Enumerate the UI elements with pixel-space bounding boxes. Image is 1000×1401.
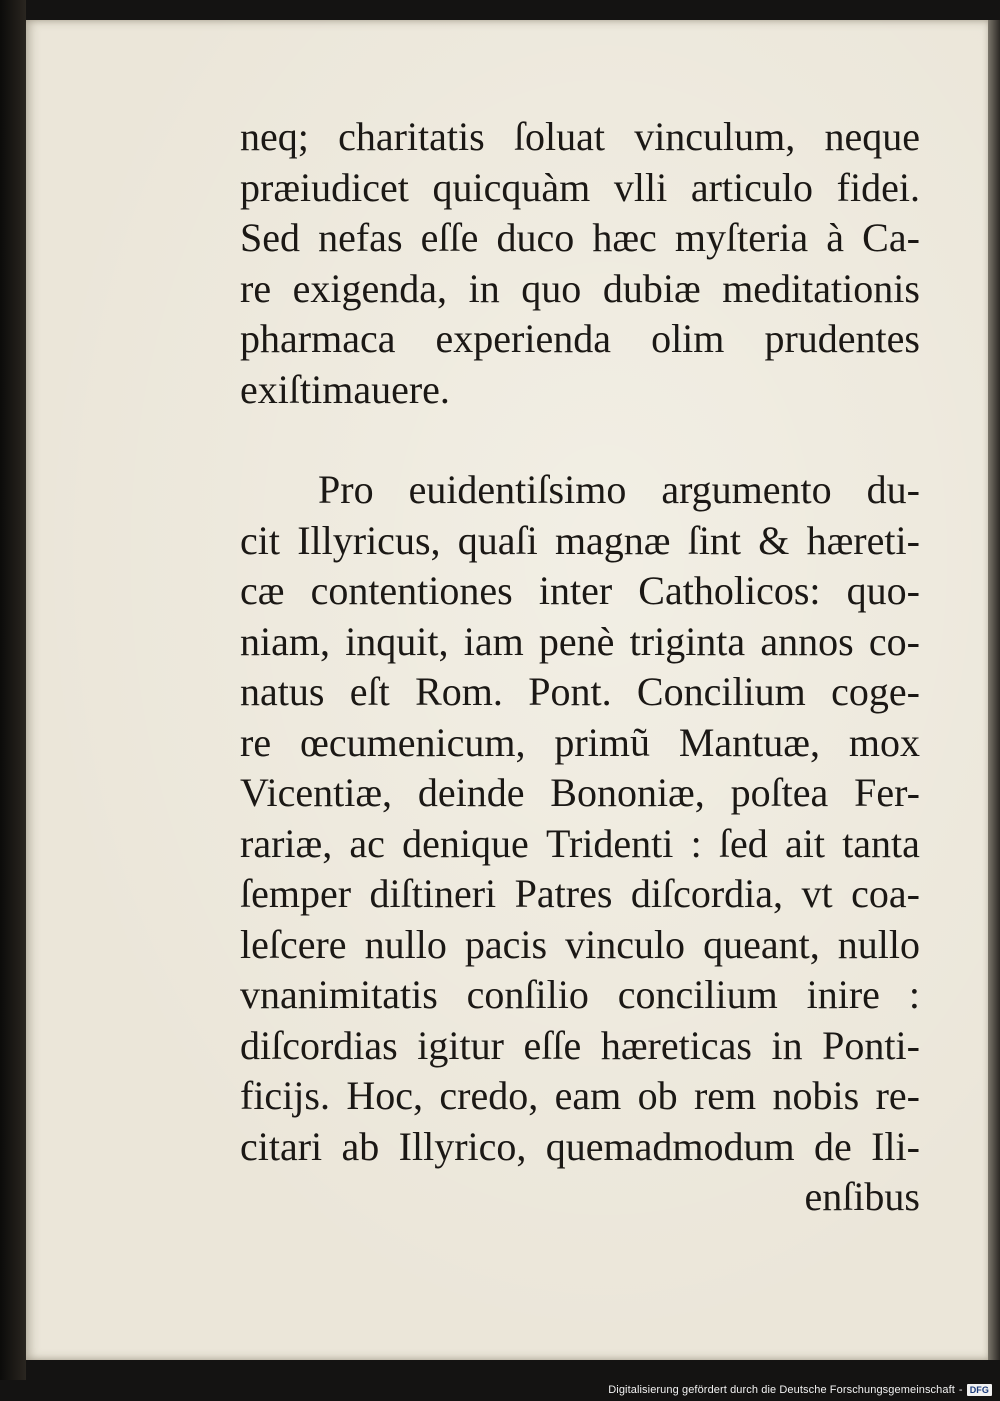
word: magnæ bbox=[554, 517, 671, 563]
word: eſt bbox=[349, 669, 390, 714]
word: præiudicet bbox=[240, 164, 409, 210]
word: hæreti- bbox=[806, 517, 920, 563]
text-line bbox=[240, 516, 920, 567]
word: inter bbox=[538, 568, 613, 613]
word: rem bbox=[693, 1073, 757, 1118]
catchword: enſibus bbox=[804, 1174, 920, 1219]
word: & bbox=[758, 517, 790, 563]
word: diſcordias bbox=[240, 1022, 398, 1068]
word: annos bbox=[760, 618, 854, 664]
word: vinculo bbox=[565, 921, 686, 967]
word: eam bbox=[554, 1073, 622, 1118]
word: Ca- bbox=[862, 215, 920, 260]
word: neque bbox=[824, 114, 920, 159]
word: œcumenicum, bbox=[299, 719, 526, 765]
word: quicquàm bbox=[432, 164, 591, 210]
page-text bbox=[240, 112, 920, 1223]
page-stack-edge bbox=[988, 20, 1000, 1360]
word: diſtineri bbox=[369, 871, 497, 916]
word: vinculum, bbox=[634, 114, 796, 159]
word: quaſi bbox=[457, 517, 538, 563]
word: eſſe bbox=[523, 1022, 582, 1068]
word: vlli bbox=[613, 164, 668, 210]
word: Vicentiæ, bbox=[240, 770, 393, 815]
digitization-footer bbox=[608, 1382, 992, 1398]
text-line bbox=[240, 163, 920, 214]
text-line bbox=[240, 365, 920, 416]
word: re- bbox=[875, 1073, 920, 1118]
text-line bbox=[240, 819, 920, 870]
word: ficijs. bbox=[240, 1073, 330, 1118]
word: du- bbox=[866, 467, 920, 512]
word: eſſe bbox=[420, 215, 479, 260]
text-line bbox=[240, 566, 920, 617]
word: igitur bbox=[417, 1022, 504, 1068]
word: : bbox=[908, 972, 920, 1017]
text-line bbox=[240, 768, 920, 819]
word: coge- bbox=[831, 669, 920, 714]
word: primũ bbox=[554, 719, 650, 765]
word: Bononiæ, bbox=[550, 770, 705, 815]
word: ſoluat bbox=[513, 114, 605, 159]
word: contentiones bbox=[310, 568, 513, 613]
word: quo- bbox=[846, 568, 920, 613]
text-line bbox=[240, 920, 920, 971]
word: ac bbox=[349, 820, 385, 866]
word: cit bbox=[240, 517, 280, 563]
word: ſemper bbox=[240, 871, 352, 916]
footer-credit-text: Digitalisierung gefördert durch die Deutsche Forschungsgemeinschaft bbox=[608, 1384, 955, 1396]
word: inire bbox=[806, 972, 880, 1017]
text-line bbox=[240, 718, 920, 769]
paragraph-2 bbox=[240, 465, 920, 1172]
word: in bbox=[771, 1022, 803, 1068]
word: Mantuæ, bbox=[678, 719, 820, 765]
word: ſed bbox=[718, 820, 768, 866]
text-line bbox=[240, 465, 920, 516]
word: re bbox=[240, 719, 272, 765]
word: tanta bbox=[842, 820, 920, 866]
word: niam, bbox=[240, 618, 330, 664]
word: queant, bbox=[703, 921, 820, 967]
word: inquit, bbox=[345, 618, 449, 664]
word: co- bbox=[868, 618, 920, 664]
word: ab bbox=[341, 1123, 380, 1169]
word: conſilio bbox=[466, 972, 589, 1017]
word: Rom. bbox=[415, 669, 503, 714]
word: meditationis bbox=[722, 265, 920, 311]
word: ob bbox=[637, 1073, 678, 1118]
word: ſint bbox=[687, 517, 742, 563]
paragraph-1 bbox=[240, 112, 920, 415]
word: vnanimitatis bbox=[240, 972, 438, 1017]
word: diſcordia, bbox=[630, 871, 784, 916]
word: : bbox=[690, 820, 702, 866]
paragraph-gap bbox=[240, 415, 920, 465]
word: quo bbox=[521, 265, 582, 311]
word: experienda bbox=[435, 316, 611, 361]
word: mox bbox=[848, 719, 920, 765]
text-line bbox=[240, 213, 920, 264]
word: à bbox=[826, 215, 845, 260]
dfg-logo: DFG bbox=[967, 1384, 992, 1396]
word: duco bbox=[496, 215, 575, 260]
word: Ponti- bbox=[822, 1022, 920, 1068]
word: poſtea bbox=[730, 770, 829, 815]
catchword-line bbox=[240, 1172, 920, 1223]
word: Tridenti bbox=[545, 820, 674, 866]
word: cæ bbox=[240, 568, 285, 613]
word: exigenda, bbox=[292, 265, 448, 311]
word: Ili- bbox=[871, 1123, 920, 1169]
word: hæc bbox=[592, 215, 657, 260]
text-line bbox=[240, 970, 920, 1021]
word: rariæ, bbox=[240, 820, 333, 866]
word: denique bbox=[402, 820, 529, 866]
word: Illyrico, bbox=[398, 1123, 527, 1169]
word: Illyricus, bbox=[297, 517, 441, 563]
text-line bbox=[240, 667, 920, 718]
word: Pro bbox=[318, 467, 374, 512]
text-line bbox=[240, 1122, 920, 1173]
word: hæreticas bbox=[600, 1022, 752, 1068]
word: natus bbox=[240, 669, 325, 714]
word: concilium bbox=[617, 972, 778, 1017]
footer-separator: - bbox=[958, 1384, 963, 1396]
word: exiſtimauere. bbox=[240, 366, 450, 412]
word: nefas bbox=[318, 215, 403, 260]
word: quemadmodum bbox=[545, 1123, 795, 1169]
word: prudentes bbox=[764, 316, 920, 361]
word: pharmaca bbox=[240, 316, 396, 361]
word: credo, bbox=[439, 1073, 539, 1118]
word: articulo bbox=[690, 164, 814, 210]
word: Fer- bbox=[854, 770, 920, 815]
word: argumento bbox=[661, 467, 832, 512]
text-line bbox=[240, 617, 920, 668]
text-line bbox=[240, 1071, 920, 1122]
word: citari bbox=[240, 1123, 323, 1169]
word: de bbox=[813, 1123, 852, 1169]
text-line bbox=[240, 112, 920, 163]
word: euidentiſsimo bbox=[408, 467, 627, 512]
word: Hoc, bbox=[346, 1073, 423, 1118]
word: pacis bbox=[464, 921, 548, 967]
word: Catholicos: bbox=[638, 568, 821, 613]
word: vt bbox=[801, 871, 833, 916]
word: olim bbox=[651, 316, 725, 361]
word: dubiæ bbox=[602, 265, 701, 311]
word: Pont. bbox=[528, 669, 612, 714]
word: myſteria bbox=[674, 215, 809, 260]
text-line bbox=[240, 869, 920, 920]
word: coa- bbox=[851, 871, 920, 916]
word: Concilium bbox=[636, 669, 806, 714]
word: nullo bbox=[364, 921, 447, 967]
word: leſcere bbox=[240, 921, 347, 967]
word: charitatis bbox=[338, 114, 485, 159]
word: triginta bbox=[629, 618, 746, 664]
word: re bbox=[240, 265, 272, 311]
text-line bbox=[240, 264, 920, 315]
word: ait bbox=[785, 820, 825, 866]
word: iam bbox=[463, 618, 524, 664]
word: Sed bbox=[240, 215, 300, 260]
word: Patres bbox=[514, 871, 613, 916]
text-line bbox=[240, 1021, 920, 1072]
word: in bbox=[468, 265, 500, 311]
word: deinde bbox=[417, 770, 525, 815]
book-binding-edge bbox=[0, 0, 26, 1380]
word: nullo bbox=[837, 921, 920, 967]
word: fidei. bbox=[836, 164, 920, 210]
word: penè bbox=[538, 618, 615, 664]
word: nobis bbox=[772, 1073, 860, 1118]
word: neq; bbox=[240, 114, 309, 159]
text-line bbox=[240, 314, 920, 365]
